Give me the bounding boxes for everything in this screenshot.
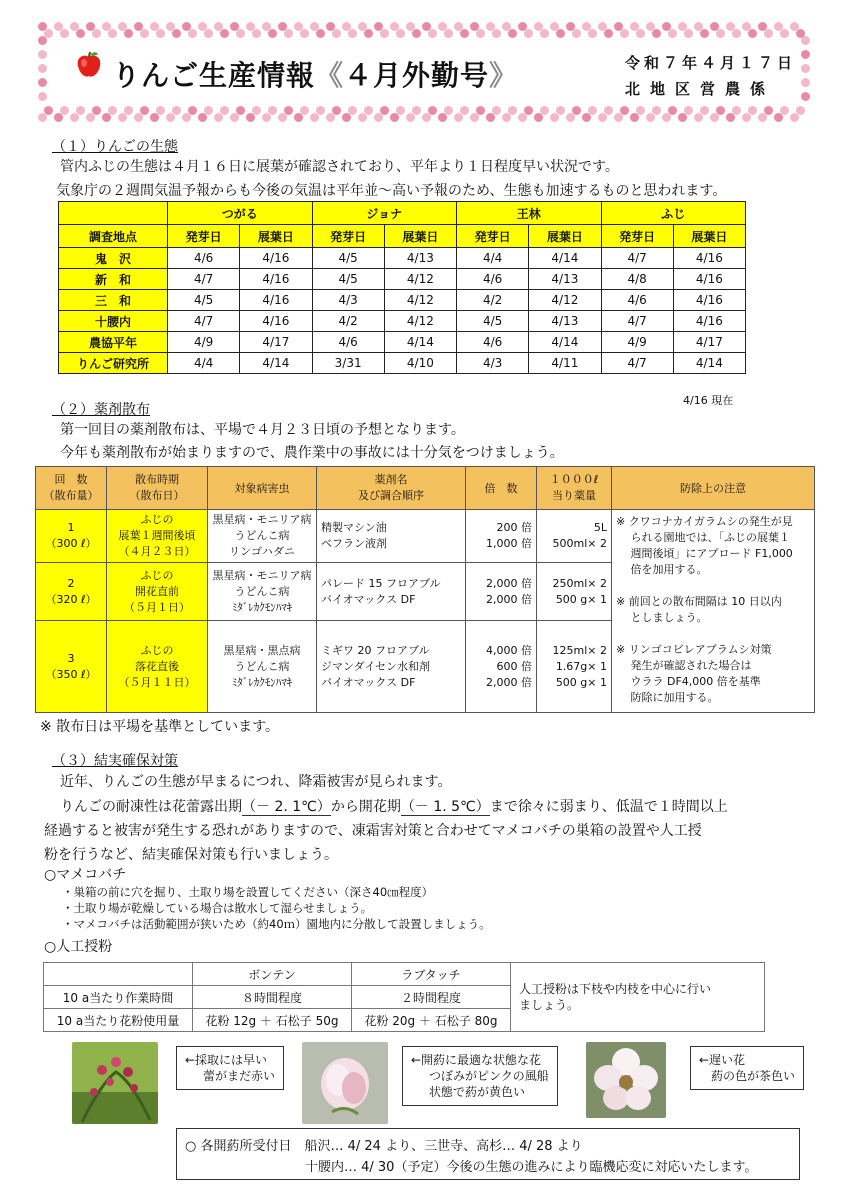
flower-decoration xyxy=(588,106,597,115)
col-bud: 発芽日 xyxy=(168,225,240,248)
date-cell: 4/16 xyxy=(673,248,745,269)
table-cell: 花粉 12g ＋ 石松子 50g xyxy=(193,1009,352,1032)
pests-cell: 黒星病・黒点病 うどんこ病 ﾐﾀﾞﾚｶｸﾓﾝﾊﾏｷ xyxy=(208,621,317,713)
flower-decoration xyxy=(108,106,117,115)
date-cell: 3/31 xyxy=(312,353,384,374)
col-leaf: 展葉日 xyxy=(673,225,745,248)
flower-decoration xyxy=(108,29,117,38)
date-cell: 4/14 xyxy=(240,353,312,374)
flower-decoration xyxy=(300,106,309,115)
date-cell: 4/9 xyxy=(601,332,673,353)
note-line: ※ リンゴコビレアブラムシ対策 xyxy=(616,643,772,656)
date-cell: 4/7 xyxy=(168,269,240,290)
flower-decoration xyxy=(220,106,229,115)
flower-decoration xyxy=(140,106,149,115)
flower-decoration xyxy=(236,106,245,115)
table-header-cell xyxy=(44,963,193,986)
flower-decoration xyxy=(508,106,517,115)
date-cell: 4/4 xyxy=(457,248,529,269)
note-line: ※ 前回との散布間隔は 10 日以内 xyxy=(616,595,782,608)
date-cell: 4/7 xyxy=(601,248,673,269)
flower-decoration xyxy=(172,106,181,115)
location-cell: 新 和 xyxy=(59,269,168,290)
section3-title: （３）結実確保対策 xyxy=(52,753,178,769)
round-cell: 2 （320 ℓ） xyxy=(36,563,107,621)
flower-decoration xyxy=(748,106,757,115)
bee-title: ○マメコバチ xyxy=(44,867,127,883)
date-cell: 4/8 xyxy=(601,269,673,290)
flower-decoration xyxy=(668,29,677,38)
row-label: 10 a当たり作業時間 xyxy=(44,986,193,1009)
flower-decoration xyxy=(636,106,645,115)
date-cell: 4/4 xyxy=(168,353,240,374)
growth-table xyxy=(58,201,746,374)
flower-decoration xyxy=(428,29,437,38)
date-cell: 4/13 xyxy=(529,311,601,332)
date-cell: 4/12 xyxy=(384,311,456,332)
table-cell: 花粉 20g ＋ 石松子 80g xyxy=(352,1009,511,1032)
callout-early: ←採取には早い 蕾がまだ赤い xyxy=(176,1046,284,1090)
variety-orin: 王林 xyxy=(457,202,602,225)
date-cell: 4/16 xyxy=(240,290,312,311)
date-cell: 4/12 xyxy=(384,269,456,290)
flower-decoration xyxy=(92,106,101,115)
flower-decoration xyxy=(801,64,810,73)
flower-decoration xyxy=(38,92,47,101)
date-cell: 4/16 xyxy=(673,269,745,290)
flower-decoration xyxy=(636,29,645,38)
section3-line2: りんごの耐凍性は花蕾露出期（－ 2. 1℃）から開花期（－ 1. 5℃）まで徐々に弱まり、低温で１時間以上 xyxy=(60,799,728,815)
date-cell: 4/16 xyxy=(673,290,745,311)
section3-line3: 経過すると被害が発生する恐れがありますので、凍霜害対策と合わせてマメコバチの巣箱の設置や人工授 xyxy=(44,823,702,839)
table-row xyxy=(59,269,746,290)
date-cell: 4/7 xyxy=(601,311,673,332)
flower-decoration xyxy=(156,29,165,38)
apple-bud-red-photo xyxy=(72,1042,158,1124)
col-leaf: 展葉日 xyxy=(240,225,312,248)
flower-decoration xyxy=(540,106,549,115)
section2-line2: 今年も薬剤散布が始まりますので、農作業中の事故には十分気をつけましょう。 xyxy=(60,445,564,461)
flower-decoration xyxy=(124,29,133,38)
flower-decoration xyxy=(716,106,725,115)
date-cell: 4/3 xyxy=(312,290,384,311)
flower-decoration xyxy=(801,92,810,101)
flower-decoration xyxy=(268,106,277,115)
flower-decoration xyxy=(428,106,437,115)
col-bud: 発芽日 xyxy=(457,225,529,248)
location-cell: りんご研究所 xyxy=(59,353,168,374)
note-line xyxy=(616,626,810,642)
flower-decoration xyxy=(92,29,101,38)
hdr-notes: 防除上の注意 xyxy=(612,467,815,510)
flower-decoration xyxy=(38,36,47,45)
ratio-cell: 200 倍 1,000 倍 xyxy=(466,510,537,563)
spray-footnote: ※ 散布日は平場を基準としています。 xyxy=(40,719,280,735)
flower-decoration xyxy=(540,29,549,38)
flower-decoration xyxy=(412,106,421,115)
flower-decoration xyxy=(524,29,533,38)
date-cell: 4/6 xyxy=(457,332,529,353)
date-cell: 4/6 xyxy=(601,290,673,311)
round-cell: 1 （300 ℓ） xyxy=(36,510,107,563)
flower-decoration xyxy=(364,29,373,38)
table-row xyxy=(59,311,746,332)
note-line: 発生が確認された場合は xyxy=(616,659,752,672)
hdr-round: 回 数 （散布量） xyxy=(36,467,107,510)
hdr-timing: 散布時期 （散布日） xyxy=(107,467,208,510)
flower-decoration xyxy=(668,106,677,115)
date-cell: 4/17 xyxy=(673,332,745,353)
flower-decoration xyxy=(38,50,47,59)
flower-decoration xyxy=(220,29,229,38)
table-cell: ８時間程度 xyxy=(193,986,352,1009)
flower-decoration xyxy=(38,78,47,87)
round-cell: 3 （350 ℓ） xyxy=(36,621,107,713)
flower-decoration xyxy=(332,29,341,38)
flower-decoration xyxy=(492,29,501,38)
date-cell: 4/6 xyxy=(457,269,529,290)
date-cell: 4/6 xyxy=(312,332,384,353)
pollen-title: ○人工授粉 xyxy=(44,939,113,955)
flower-decoration xyxy=(572,29,581,38)
flower-decoration xyxy=(38,64,47,73)
hdr-ratio: 倍 数 xyxy=(466,467,537,510)
flower-decoration xyxy=(396,106,405,115)
pests-cell: 黒星病・モニリア病 うどんこ病 ﾐﾀﾞﾚｶｸﾓﾝﾊﾏｷ xyxy=(208,563,317,621)
flower-decoration xyxy=(444,106,453,115)
pollen-center-schedule xyxy=(176,1128,800,1180)
location-cell: 三 和 xyxy=(59,290,168,311)
flower-decoration xyxy=(556,106,565,115)
temp-bud: （－ 2. 1℃） xyxy=(242,799,331,815)
pests-cell: 黒星病・モニリア病 うどんこ病 リンゴハダニ xyxy=(208,510,317,563)
flower-decoration xyxy=(764,29,773,38)
col-bud: 発芽日 xyxy=(312,225,384,248)
flower-decoration xyxy=(684,29,693,38)
flower-decoration xyxy=(524,106,533,115)
flower-decoration xyxy=(716,29,725,38)
date-cell: 4/13 xyxy=(529,269,601,290)
chem-cell: パレード 15 フロアブル バイオマックス DF xyxy=(317,563,466,621)
flower-decoration xyxy=(268,29,277,38)
flower-decoration xyxy=(652,106,661,115)
location-cell: 十腰内 xyxy=(59,311,168,332)
col-bonten: ボンテン xyxy=(193,963,352,986)
chem-cell: ミギワ 20 フロアブル ジマンダイセン水和剤 バイオマックス DF xyxy=(317,621,466,713)
flower-decoration xyxy=(348,106,357,115)
chem-cell: 精製マシン油 ベフラン液剤 xyxy=(317,510,466,563)
note-line: 倍を加用する。 xyxy=(616,563,708,576)
note-line: ※ クワコナカイガラムシの発生が見 xyxy=(616,515,793,528)
department: 北地区営農係 xyxy=(625,80,776,98)
note-line: 週間後頃」にアプロード F1,000 xyxy=(616,547,793,560)
apple-flower-open-photo xyxy=(586,1042,666,1118)
amount-cell: 5L 500ml× 2 xyxy=(537,510,612,563)
hdr-chem: 薬剤名 及び調合順序 xyxy=(317,467,466,510)
flower-decoration xyxy=(348,29,357,38)
flower-decoration xyxy=(572,106,581,115)
col-leaf: 展葉日 xyxy=(529,225,601,248)
section3-line1: 近年、りんごの生態が早まるにつれ、降霜被害が見られます。 xyxy=(60,774,452,790)
date-cell: 4/5 xyxy=(457,311,529,332)
date-cell: 4/5 xyxy=(312,269,384,290)
amount-cell: 250ml× 2 500 g× 1 xyxy=(537,563,612,621)
timing-cell: ふじの 展葉１週間後頃 （４月２３日） xyxy=(107,510,208,563)
as-of-note: 4/16 現在 xyxy=(683,394,734,407)
date-cell: 4/5 xyxy=(312,248,384,269)
row-label: 10 a当たり花粉使用量 xyxy=(44,1009,193,1032)
flower-decoration xyxy=(780,106,789,115)
note-line: ウララ DF4,000 倍を基準 xyxy=(616,675,761,688)
table-header-cell xyxy=(59,202,168,225)
date-cell: 4/7 xyxy=(168,311,240,332)
timing-cell: ふじの 落花直後 （５月１１日） xyxy=(107,621,208,713)
callout-late: ←遅い花 葯の色が茶色い xyxy=(690,1046,804,1090)
flower-decoration xyxy=(396,29,405,38)
date-cell: 4/12 xyxy=(529,290,601,311)
section3-line4: 粉を行うなど、結実確保対策も行いましょう。 xyxy=(44,847,338,863)
notes-cell xyxy=(612,510,815,713)
flower-decoration xyxy=(252,106,261,115)
flower-decoration xyxy=(492,106,501,115)
note-line: られる園地では、「ふじの展葉１ xyxy=(616,531,790,544)
flower-decoration xyxy=(700,106,709,115)
variety-jona: ジョナ xyxy=(312,202,457,225)
flower-decoration xyxy=(380,106,389,115)
variety-fuji: ふじ xyxy=(601,202,746,225)
flower-decoration xyxy=(332,106,341,115)
flower-decoration xyxy=(76,106,85,115)
section2-title: （２）薬剤散布 xyxy=(52,402,150,418)
flower-decoration xyxy=(316,29,325,38)
flower-decoration xyxy=(700,29,709,38)
flower-decoration xyxy=(364,106,373,115)
col-leaf: 展葉日 xyxy=(384,225,456,248)
flower-decoration xyxy=(188,106,197,115)
amount-cell: 125ml× 2 1.67g× 1 500 g× 1 xyxy=(537,621,612,713)
issue-date: 令和７年４月１７日 xyxy=(625,54,797,72)
date-cell: 4/14 xyxy=(673,353,745,374)
date-cell: 4/10 xyxy=(384,353,456,374)
flower-decoration xyxy=(801,36,810,45)
location-cell: 鬼 沢 xyxy=(59,248,168,269)
flower-decoration xyxy=(460,106,469,115)
flower-decoration xyxy=(140,29,149,38)
flower-decoration xyxy=(60,106,69,115)
apple-icon xyxy=(74,50,104,80)
date-cell: 4/13 xyxy=(384,248,456,269)
table-cell: ２時間程度 xyxy=(352,986,511,1009)
flower-decoration xyxy=(412,29,421,38)
flower-decoration xyxy=(236,29,245,38)
flower-decoration xyxy=(556,29,565,38)
date-cell: 4/5 xyxy=(168,290,240,311)
date-cell: 4/14 xyxy=(384,332,456,353)
hdr-pests: 対象病害虫 xyxy=(208,467,317,510)
section2-line1: 第一回目の薬剤散布は、平場で４月２３日頃の予想となります。 xyxy=(60,422,465,438)
date-cell: 4/3 xyxy=(457,353,529,374)
table-row xyxy=(59,332,746,353)
flower-decoration xyxy=(764,106,773,115)
flower-decoration xyxy=(620,106,629,115)
flower-decoration xyxy=(172,29,181,38)
col-location: 調査地点 xyxy=(59,225,168,248)
flower-decoration xyxy=(620,29,629,38)
flower-decoration xyxy=(44,106,53,115)
callout-optimal: ←開葯に最適な状態な花 つぼみがピンクの風船 状態で葯が黄色い xyxy=(402,1046,558,1106)
col-lovetouch: ラブタッチ xyxy=(352,963,511,986)
flower-decoration xyxy=(801,78,810,87)
date-cell: 4/16 xyxy=(240,311,312,332)
date-cell: 4/2 xyxy=(312,311,384,332)
note-line: 防除に加用する。 xyxy=(616,691,719,704)
flower-decoration xyxy=(780,29,789,38)
note-line: としましょう。 xyxy=(616,611,708,624)
flower-decoration xyxy=(604,106,613,115)
spray-table xyxy=(35,466,815,713)
location-cell: 農協平年 xyxy=(59,332,168,353)
flower-decoration xyxy=(316,106,325,115)
variety-tsugaru: つがる xyxy=(168,202,313,225)
date-cell: 4/16 xyxy=(240,248,312,269)
timing-cell: ふじの 開花直前 （５月１日） xyxy=(107,563,208,621)
section1-line2: 気象庁の２週間気温予報からも今後の気温は平年並～高い予報のため、生態も加速するものと思われます。 xyxy=(56,183,727,199)
flower-decoration xyxy=(604,29,613,38)
date-cell: 4/17 xyxy=(240,332,312,353)
temp-bloom: （－ 1. 5℃） xyxy=(400,799,490,815)
date-cell: 4/16 xyxy=(673,311,745,332)
date-cell: 4/12 xyxy=(384,290,456,311)
flower-decoration xyxy=(476,29,485,38)
flower-decoration xyxy=(188,29,197,38)
flower-decoration xyxy=(748,29,757,38)
date-cell: 4/6 xyxy=(168,248,240,269)
flower-decoration xyxy=(801,50,810,59)
table-row xyxy=(59,248,746,269)
table-row xyxy=(59,290,746,311)
flower-decoration xyxy=(284,106,293,115)
flower-decoration xyxy=(380,29,389,38)
col-bud: 発芽日 xyxy=(601,225,673,248)
bee-item: ・マメコバチは活動範囲が狭いため（約40ｍ）園地内に分散して設置しましょう。 xyxy=(62,917,491,931)
table-row xyxy=(59,353,746,374)
flower-decoration xyxy=(796,106,805,115)
schedule-line2: 十腰内… 4/ 30（予定）今後の生態の進みにより臨機応変に対応いたします。 xyxy=(305,1160,758,1175)
flower-decoration xyxy=(684,106,693,115)
flower-decoration xyxy=(76,29,85,38)
flower-decoration xyxy=(284,29,293,38)
date-cell: 4/7 xyxy=(601,353,673,374)
date-cell: 4/2 xyxy=(457,290,529,311)
hdr-amount: １０００ℓ 当り薬量 xyxy=(537,467,612,510)
flower-decoration xyxy=(460,29,469,38)
section1-title: （１）りんごの生態 xyxy=(52,139,178,155)
section1-line1: 管内ふじの生態は４月１６日に展葉が確認されており、平年より１日程度早い状況です。 xyxy=(60,159,619,175)
date-cell: 4/11 xyxy=(529,353,601,374)
flower-decoration xyxy=(732,106,741,115)
date-cell: 4/14 xyxy=(529,248,601,269)
date-cell: 4/16 xyxy=(240,269,312,290)
flower-decoration xyxy=(732,29,741,38)
bee-item: ・土取り場が乾燥している場合は散水して湿らせましょう。 xyxy=(62,901,373,915)
pollination-table xyxy=(43,962,765,1032)
schedule-line1: ○ 各開葯所受付日 船沢… 4/ 24 より、三世寺、高杉… 4/ 28 より xyxy=(185,1139,583,1154)
ratio-cell: 4,000 倍 600 倍 2,000 倍 xyxy=(466,621,537,713)
flower-decoration xyxy=(476,106,485,115)
page-title: りんご生産情報《４月外勤号》 xyxy=(112,59,519,92)
date-cell: 4/14 xyxy=(529,332,601,353)
bee-item: ・巣箱の前に穴を掘り、土取り場を設置してください（深さ40㎝程度） xyxy=(62,885,434,899)
apple-bud-pink-photo xyxy=(302,1042,388,1124)
flower-decoration xyxy=(508,29,517,38)
flower-decoration xyxy=(588,29,597,38)
date-cell: 4/9 xyxy=(168,332,240,353)
flower-decoration xyxy=(204,29,213,38)
flower-decoration xyxy=(156,106,165,115)
flower-decoration xyxy=(300,29,309,38)
flower-decoration xyxy=(444,29,453,38)
flower-decoration xyxy=(124,106,133,115)
flower-decoration xyxy=(652,29,661,38)
flower-decoration xyxy=(252,29,261,38)
note-line xyxy=(616,578,810,594)
flower-decoration xyxy=(204,106,213,115)
ratio-cell: 2,000 倍 2,000 倍 xyxy=(466,563,537,621)
pollen-note: 人工授粉は下枝や内枝を中心に行い ましょう。 xyxy=(511,963,765,1032)
flower-decoration xyxy=(60,29,69,38)
